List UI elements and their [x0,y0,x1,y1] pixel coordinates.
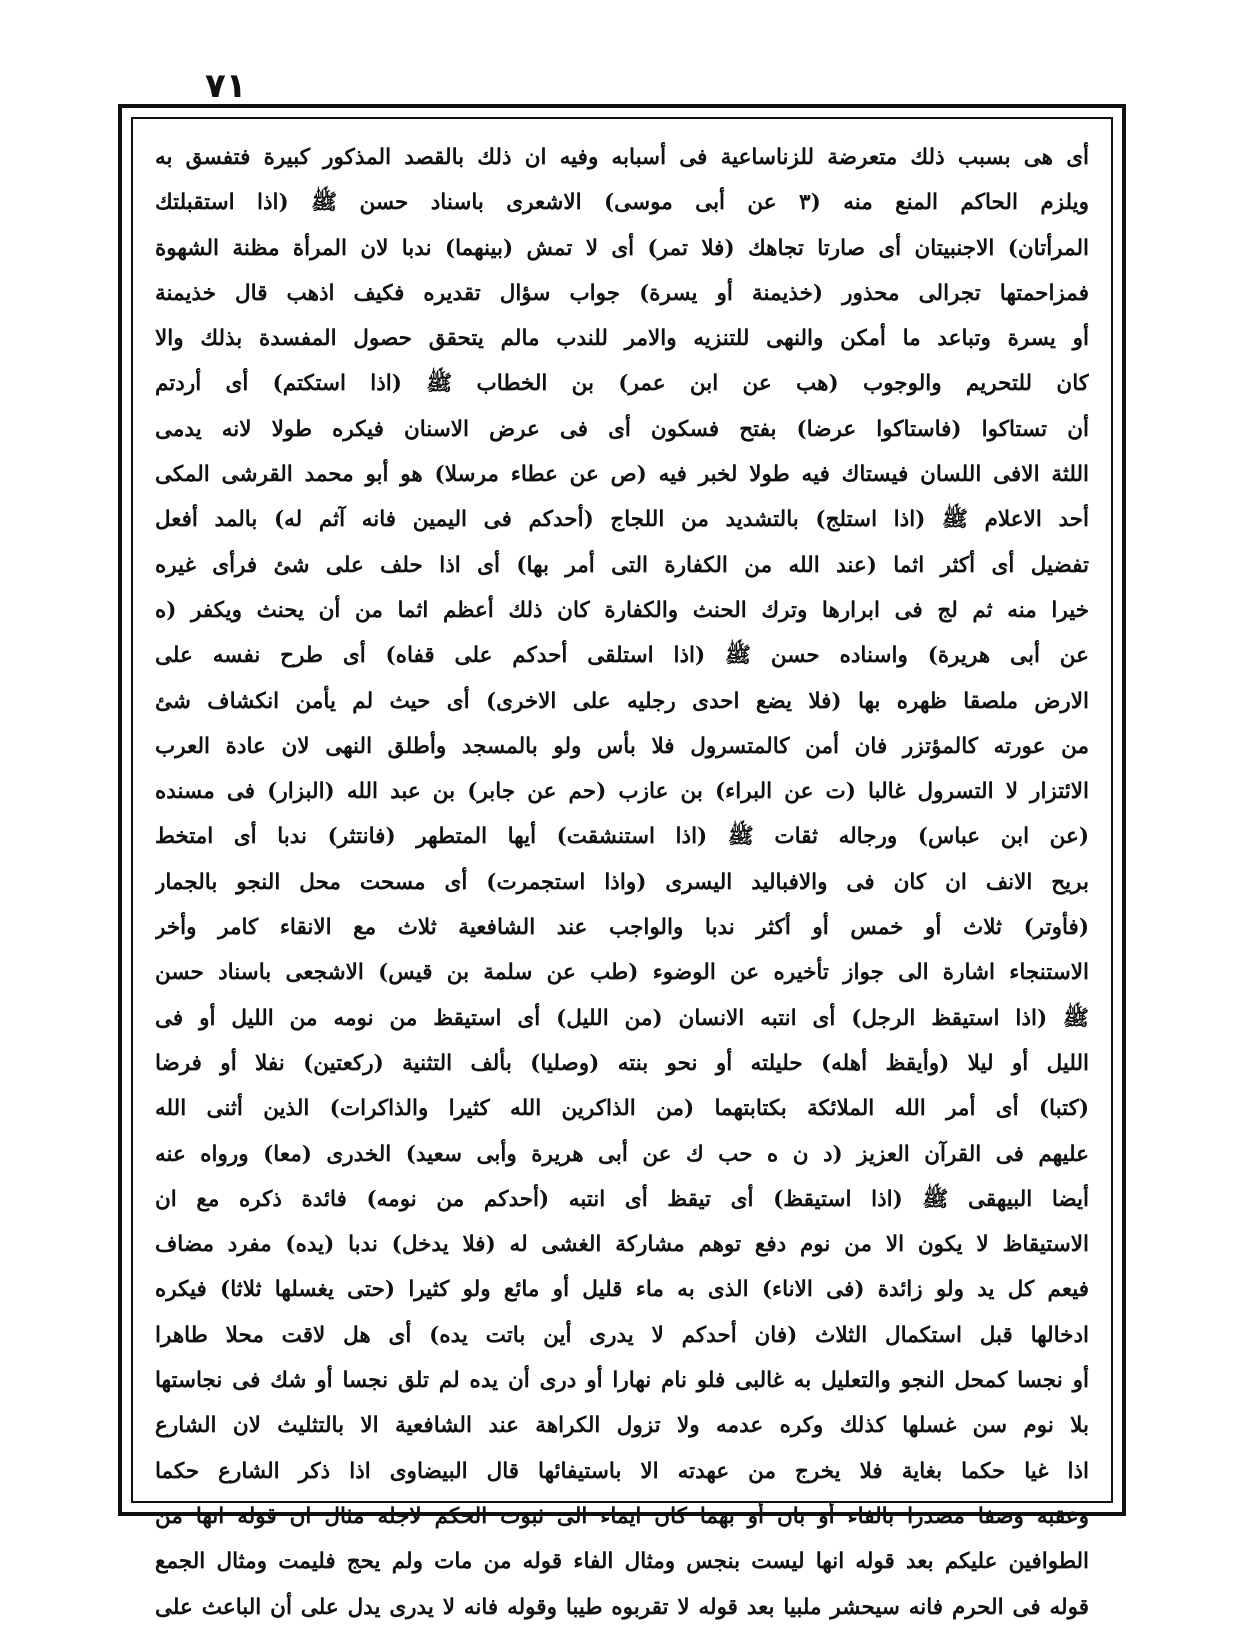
text-line: أو يسرة وتباعد ما أمكن والنهى للتنزيه والامر للندب مالم يتحقق حصول المفسدة بذلك والا [155,326,1089,352]
text-line: أو نجسا كمحل النجو والتعليل به غالبى فلو نام نهارا أو درى أن يده لم تلق نجسا أو شك فى نجاستها [155,1368,1089,1394]
text-line: خيرا منه ثم لج فى ابرارها وترك الحنث والكفارة كان ذلك أعظم اثما من أن يحنث ويكفر (ه [155,597,1089,623]
inner-border [131,117,1113,1620]
text-line: عن أبى هريرة) واسناده حسن ﷺ (اذا استلقى أحدكم على قفاه) أى طرح نفسه على [155,643,1089,669]
text-line: (عن ابن عباس) ورجاله ثقات ﷺ (اذا استنشقت) أيها المتطهر (فانتثر) ندبا أى امتخط [155,824,1089,850]
text-line: الطوافين عليكم بعد قوله انها ليست بنجس ومثال الفاء قوله من مات ولم يحج فليمت ومثال الجمع [155,1549,1089,1575]
text-line: أيضا البيهقى ﷺ (اذا استيقظ) أى تيقظ أى انتبه (أحدكم من نومه) فائدة ذكره مع ان [155,1186,1089,1212]
text-line: ﷺ (اذا استيقظ الرجل) أى انتبه الانسان (من الليل) أى استيقظ من نومه من الليل أو فى [155,1005,1089,1031]
text-line: بلا نوم سن غسلها كذلك وكره عدمه ولا تزول الكراهة عند الشافعية الا بالتثليث لان الشارع [155,1413,1089,1439]
page-number: ٧١ [205,66,247,106]
text-line: الليل أو ليلا (وأيقظ أهله) حليلته أو نحو بنته (وصليا) بألف التثنية (ركعتين) نفلا أو فرضا [155,1050,1089,1076]
text-line: عليهم فى القرآن العزيز (د ن ه حب ك عن أبى هريرة وأبى سعيد) الخدرى (معا) ورواه عنه [155,1141,1089,1167]
text-line: ادخالها قبل استكمال الثلاث (فان أحدكم لا يدرى أين باتت يده) أى هل لاقت محلا طاهرا [155,1322,1089,1348]
text-line: كان للتحريم والوجوب (هب عن ابن عمر) بن الخطاب ﷺ (اذا استكتم) أى أردتم [155,371,1089,397]
text-line: من عورته كالمؤتزر فان أمن كالمتسرول فلا بأس ولو بالمسجد وأطلق النهى لان عادة العرب [155,733,1089,759]
text-line: الارض ملصقا ظهره بها (فلا يضع احدى رجليه على الاخرى) أى حيث لم يأمن انكشاف شئ [155,688,1089,714]
text-line: ويلزم الحاكم المنع منه (٣ عن أبى موسى) الاشعرى باسناد حسن ﷺ (اذا استقبلتك [155,190,1089,216]
text-line: الاستنجاء اشارة الى جواز تأخيره عن الوضوء (طب عن سلمة بن قيس) الاشجعى باسناد حسن [155,960,1089,986]
text-line: قوله فى الحرم فانه سيحشر ملبيا بعد قوله لا تقربوه طيبا وقوله فانه لا يدرى يدل على أن الباعث على [155,1594,1089,1620]
text-line: وعقبه وصفا مصدرا بالفاء أو بان أو بهما كان ايماء الى ثبوت الحكم لاجله مثال ان قوله انها من [155,1503,1089,1529]
page-border [118,104,1126,1620]
text-line: أى هى بسبب ذلك متعرضة للزناساعية فى أسبابه وفيه ان ذلك بالقصد المذكور كبيرة فتفسق به [155,145,1089,170]
text-line: الائتزار لا التسرول غالبا (ت عن البراء) بن عازب (حم عن جابر) بن عبد الله (البزار) فى مسنده [155,779,1089,805]
text-line: فمزاحمتها تجرالى محذور (خذيمنة أو يسرة) جواب سؤال تقديره فكيف اذهب قال خذيمنة [155,280,1089,306]
text-line: المرأتان) الاجنبيتان أى صارتا تجاهك (فلا تمر) أى لا تمش (بينهما) ندبا لان المرأة مظنة الشهوة [155,235,1089,261]
text-line: بريح الانف ان كان فى والافباليد اليسرى (واذا استجمرت) أى مسحت محل النجو بالجمار [155,869,1089,895]
text-line: (فأوتر) ثلاث أو خمس أو أكثر ندبا والواجب عند الشافعية ثلاث مع الانقاء كامر وأخر [155,915,1089,941]
text-line: (كتبا) أى أمر الله الملائكة بكتابتهما (من الذاكرين الله كثيرا والذاكرات) الذين أثنى الله [155,1096,1089,1122]
text-line: اذا غيا حكما بغاية فلا يخرج من عهدته الا باستيفائها قال البيضاوى اذا ذكر الشارع حكما [155,1458,1089,1484]
text-line: تفضيل أى أكثر اثما (عند الله من الكفارة التى أمر بها) أى اذا حلف على شئ فرأى غيره [155,552,1089,578]
text-line: الاستيقاظ لا يكون الا من نوم دفع توهم مشاركة الغشى له (فلا يدخل) ندبا (يده) مفرد مضاف [155,1232,1089,1258]
body-text [155,135,1089,1630]
text-line: أحد الاعلام ﷺ (اذا استلج) بالتشديد من اللجاج (أحدكم فى اليمين فانه آثم له) بالمد أفعل [155,507,1089,533]
text-line: اللثة الافى اللسان فيستاك فيه طولا لخبر فيه (ص عن عطاء مرسلا) هو أبو محمد القرشى المكى [155,462,1089,488]
text-line: أن تستاكوا (فاستاكوا عرضا) بفتح فسكون أى فى عرض الاسنان فيكره طولا لانه يدمى [155,416,1089,442]
text-line: فيعم كل يد ولو زائدة (فى الاناء) الذى به ماء قليل أو مائع ولو كثيرا (حتى يغسلها ثلاثا) فيكره [155,1277,1089,1303]
